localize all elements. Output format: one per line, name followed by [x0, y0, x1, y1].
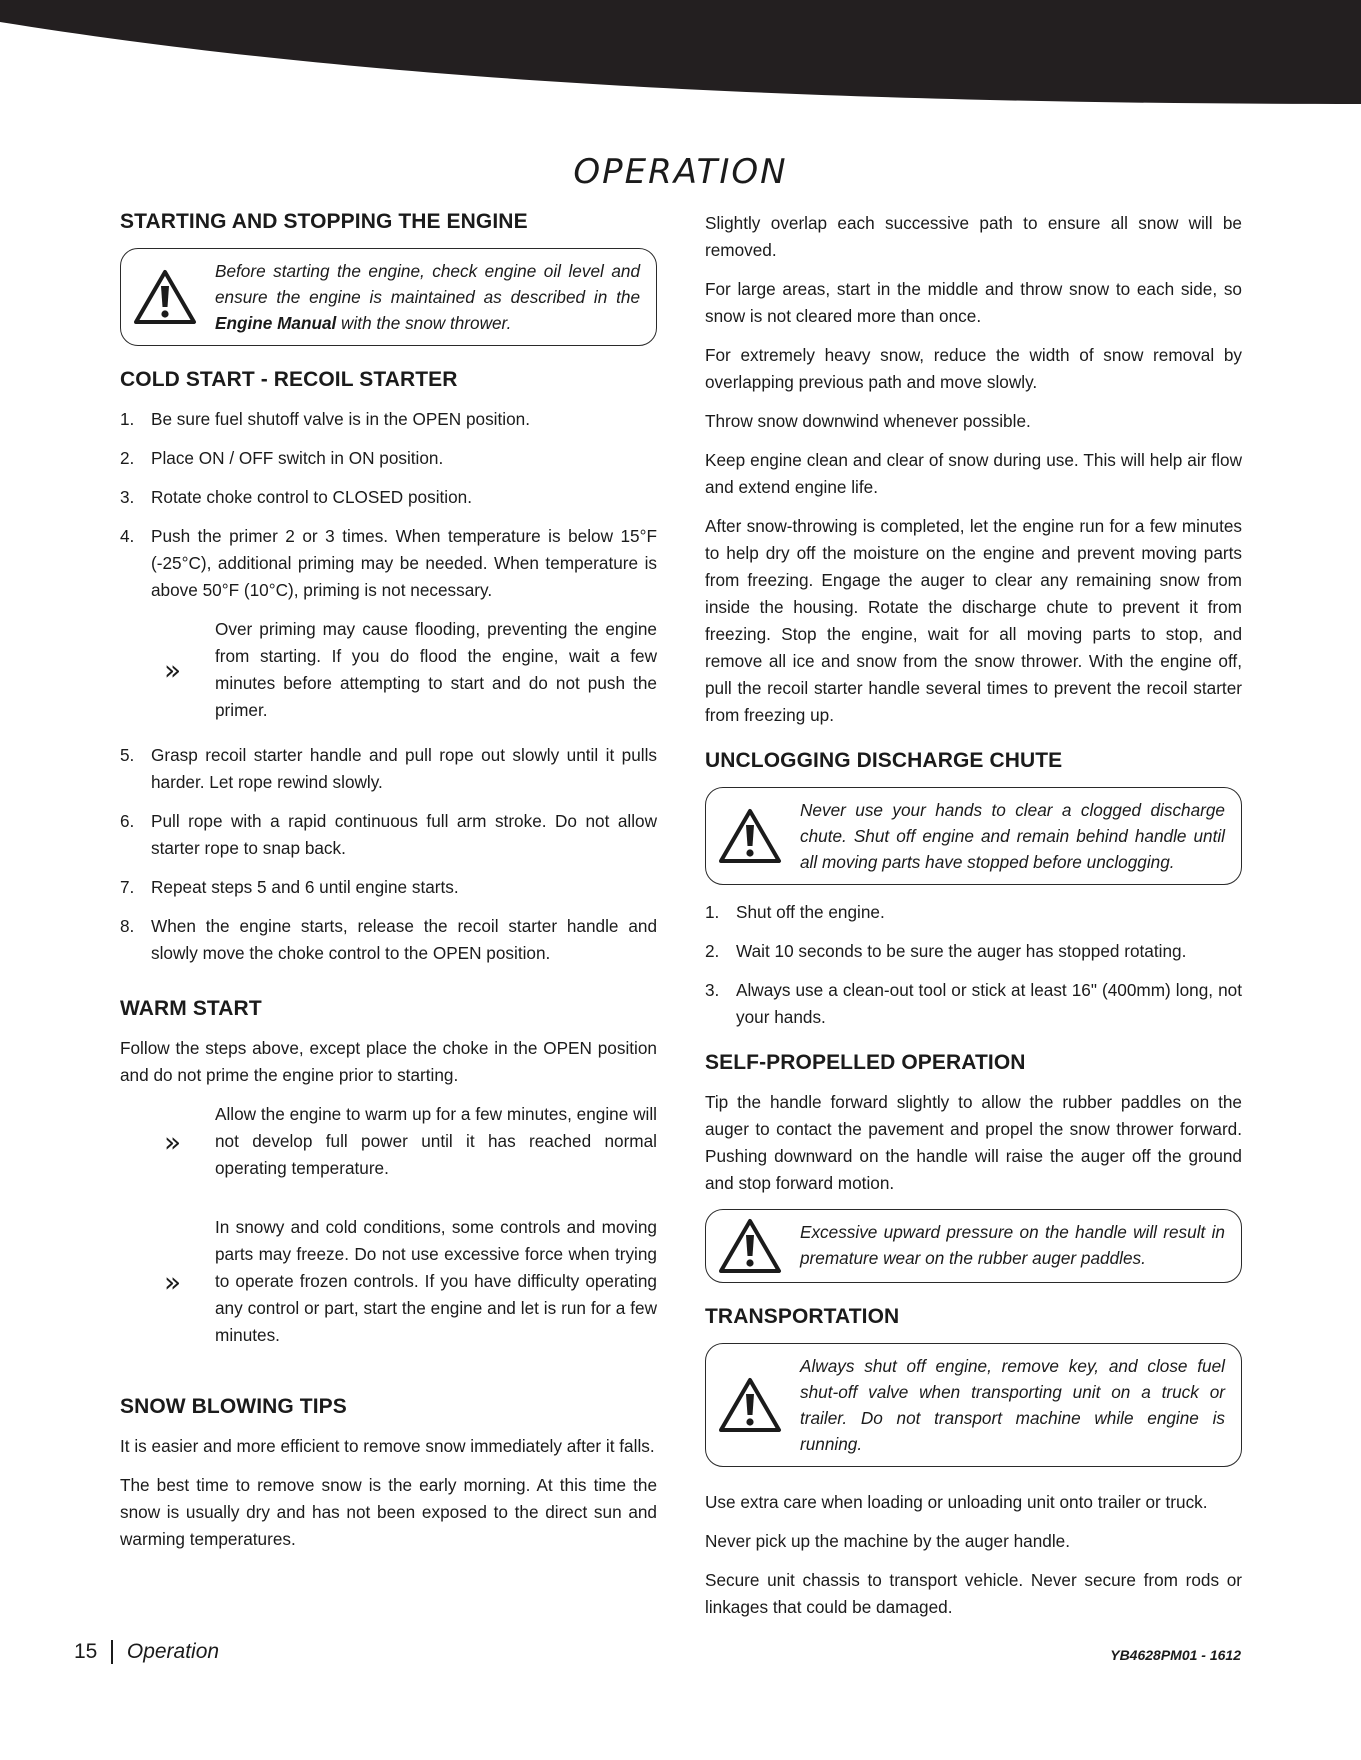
warning-box-hands: [705, 787, 1242, 885]
page-number: 15: [74, 1640, 98, 1663]
cold-start-steps-b: [120, 742, 657, 967]
step-item: [120, 523, 657, 604]
warning-text: [215, 258, 640, 336]
step-item: [120, 742, 657, 796]
note-text: In snowy and cold conditions, some controls and moving parts may freeze. Do not use excessive force when trying to operate frozen controls. If you have difficulty operating any control or part, start the engine and let is run for a few minutes.: [215, 1217, 657, 1345]
heading-transportation: TRANSPORTATION: [705, 1305, 900, 1328]
step-text: Always use a clean-out tool or stick at least 16" (400mm) long, not your hands.: [736, 980, 1242, 1027]
step-item: [120, 484, 657, 511]
tips-paragraph: Throw snow downwind whenever possible.: [705, 411, 1031, 431]
tips-paragraph: For extremely heavy snow, reduce the width of snow removal by overlapping previous path and move slowly.: [705, 345, 1242, 392]
warning-triangle-icon: [133, 269, 197, 325]
step-item: [705, 899, 1242, 926]
step-item: [120, 913, 657, 967]
step-item: [120, 874, 657, 901]
step-item: [120, 808, 657, 862]
document-code: YB4628PM01 - 1612: [1110, 1647, 1241, 1663]
double-chevron-icon: »: [164, 1265, 182, 1298]
note-text: Allow the engine to warm up for a few minutes, engine will not develop full power until it has reached normal operating temperature.: [215, 1104, 657, 1178]
step-number: 7.: [120, 877, 135, 897]
note-warm-up: [120, 1101, 657, 1182]
step-item: [120, 406, 657, 433]
note-over-priming: [120, 616, 657, 724]
step-text: When the engine starts, release the recoil starter handle and slowly move the choke control to the OPEN position.: [151, 916, 657, 963]
heading-starting-stopping: STARTING AND STOPPING THE ENGINE: [120, 210, 528, 233]
warning-text-start: Before starting the engine, check engine oil level and ensure the engine is maintained as described in the: [215, 261, 640, 307]
tips-paragraph: For large areas, start in the middle and throw snow to each side, so snow is not cleared more than once.: [705, 279, 1242, 326]
tips-paragraph: Slightly overlap each successive path to ensure all snow will be removed.: [705, 213, 1242, 260]
transport-paragraph: Secure unit chassis to transport vehicle. Never secure from rods or linkages that could be damaged.: [705, 1570, 1242, 1617]
heading-self-propelled: SELF-PROPELLED OPERATION: [705, 1051, 1026, 1074]
warm-start-text: Follow the steps above, except place the choke in the OPEN position and do not prime the engine prior to starting.: [120, 1038, 657, 1085]
footer-divider: [111, 1640, 113, 1664]
warning-box-pressure: [705, 1209, 1242, 1283]
warning-text: Excessive upward pressure on the handle will result in premature wear on the rubber auger paddles.: [800, 1222, 1225, 1268]
double-chevron-icon: »: [164, 653, 182, 687]
step-item: [705, 938, 1242, 965]
warning-text-end: with the snow thrower.: [336, 313, 512, 333]
step-text: Repeat steps 5 and 6 until engine starts.: [151, 877, 459, 897]
warning-text: Never use your hands to clear a clogged discharge chute. Shut off engine and remain behind handle until all moving parts have stopped before unclogging.: [800, 800, 1225, 872]
left-column: [120, 210, 657, 1565]
step-text: Push the primer 2 or 3 times. When temperature is below 15°F (-25°C), additional priming may be needed. When temperature is above 50°F (10°C), priming is not necessary.: [151, 526, 657, 600]
note-frozen-controls: [120, 1214, 657, 1349]
header-band: [0, 0, 1361, 110]
heading-unclogging-chute: UNCLOGGING DISCHARGE CHUTE: [705, 749, 1063, 772]
step-number: 6.: [120, 811, 135, 831]
step-text: Wait 10 seconds to be sure the auger has stopped rotating.: [736, 941, 1187, 961]
step-number: 1.: [120, 409, 135, 429]
step-text: Place ON / OFF switch in ON position.: [151, 448, 444, 468]
warning-text: Always shut off engine, remove key, and close fuel shut-off valve when transporting unit on a truck or trailer. Do not transport machine while engine is running.: [800, 1356, 1225, 1454]
footer-section-name: Operation: [126, 1640, 220, 1663]
step-number: 8.: [120, 916, 135, 936]
step-item: [120, 445, 657, 472]
tips-paragraph: The best time to remove snow is the early morning. At this time the snow is usually dry and has not been exposed to the direct sun and warming temperatures.: [120, 1475, 657, 1549]
right-column: [705, 210, 1242, 1633]
step-text: Shut off the engine.: [736, 902, 885, 922]
engine-manual-ref: Engine Manual: [215, 313, 337, 333]
page-footer: [74, 1640, 219, 1664]
step-number: 4.: [120, 526, 135, 546]
warning-triangle-icon: [718, 1218, 782, 1274]
page-title: OPERATION: [573, 152, 788, 192]
step-item: [705, 977, 1242, 1031]
step-number: 2.: [705, 941, 720, 961]
transport-paragraph: Never pick up the machine by the auger handle.: [705, 1531, 1070, 1551]
self-propelled-text: Tip the handle forward slightly to allow the rubber paddles on the auger to contact the pavement and propel the snow thrower forward. Pushing downward on the handle will raise the auger off the ground and stop forward motion.: [705, 1092, 1242, 1193]
step-number: 3.: [705, 980, 720, 1000]
step-text: Rotate choke control to CLOSED position.: [151, 487, 472, 507]
step-number: 3.: [120, 487, 135, 507]
heading-snow-blowing-tips: SNOW BLOWING TIPS: [120, 1395, 347, 1418]
heading-warm-start: WARM START: [120, 997, 262, 1020]
heading-cold-start: COLD START - RECOIL STARTER: [120, 368, 458, 391]
step-text: Grasp recoil starter handle and pull rope out slowly until it pulls harder. Let rope rewind slowly.: [151, 745, 657, 792]
transport-paragraph: Use extra care when loading or unloading unit onto trailer or truck.: [705, 1492, 1208, 1512]
tips-paragraph: After snow-throwing is completed, let the engine run for a few minutes to help dry off the moisture on the engine and prevent moving parts from freezing. Engage the auger to clear any remaining snow from inside the housing. Rotate the discharge chute to prevent it from freezing. Stop the engine, wait for all moving parts to stop, and remove all ice and snow from the snow thrower. With the engine off, pull the recoil starter handle several times to prevent the recoil starter from freezing up.: [705, 516, 1242, 725]
warning-triangle-icon: [718, 1377, 782, 1433]
warning-box-oil-check: [120, 248, 657, 346]
step-number: 1.: [705, 902, 720, 922]
tips-paragraph: It is easier and more efficient to remove snow immediately after it falls.: [120, 1436, 655, 1456]
step-text: Pull rope with a rapid continuous full arm stroke. Do not allow starter rope to snap back.: [151, 811, 657, 858]
warning-box-transport: [705, 1343, 1242, 1467]
step-number: 2.: [120, 448, 135, 468]
cold-start-steps-a: [120, 406, 657, 604]
warning-triangle-icon: [718, 808, 782, 864]
unclog-steps: [705, 899, 1242, 1031]
tips-paragraph: Keep engine clean and clear of snow during use. This will help air flow and extend engine life.: [705, 450, 1242, 497]
step-text: Be sure fuel shutoff valve is in the OPEN position.: [151, 409, 530, 429]
note-text: Over priming may cause flooding, preventing the engine from starting. If you do flood the engine, wait a few minutes before attempting to start and do not push the primer.: [215, 619, 657, 720]
double-chevron-icon: »: [164, 1125, 182, 1158]
step-number: 5.: [120, 745, 135, 765]
